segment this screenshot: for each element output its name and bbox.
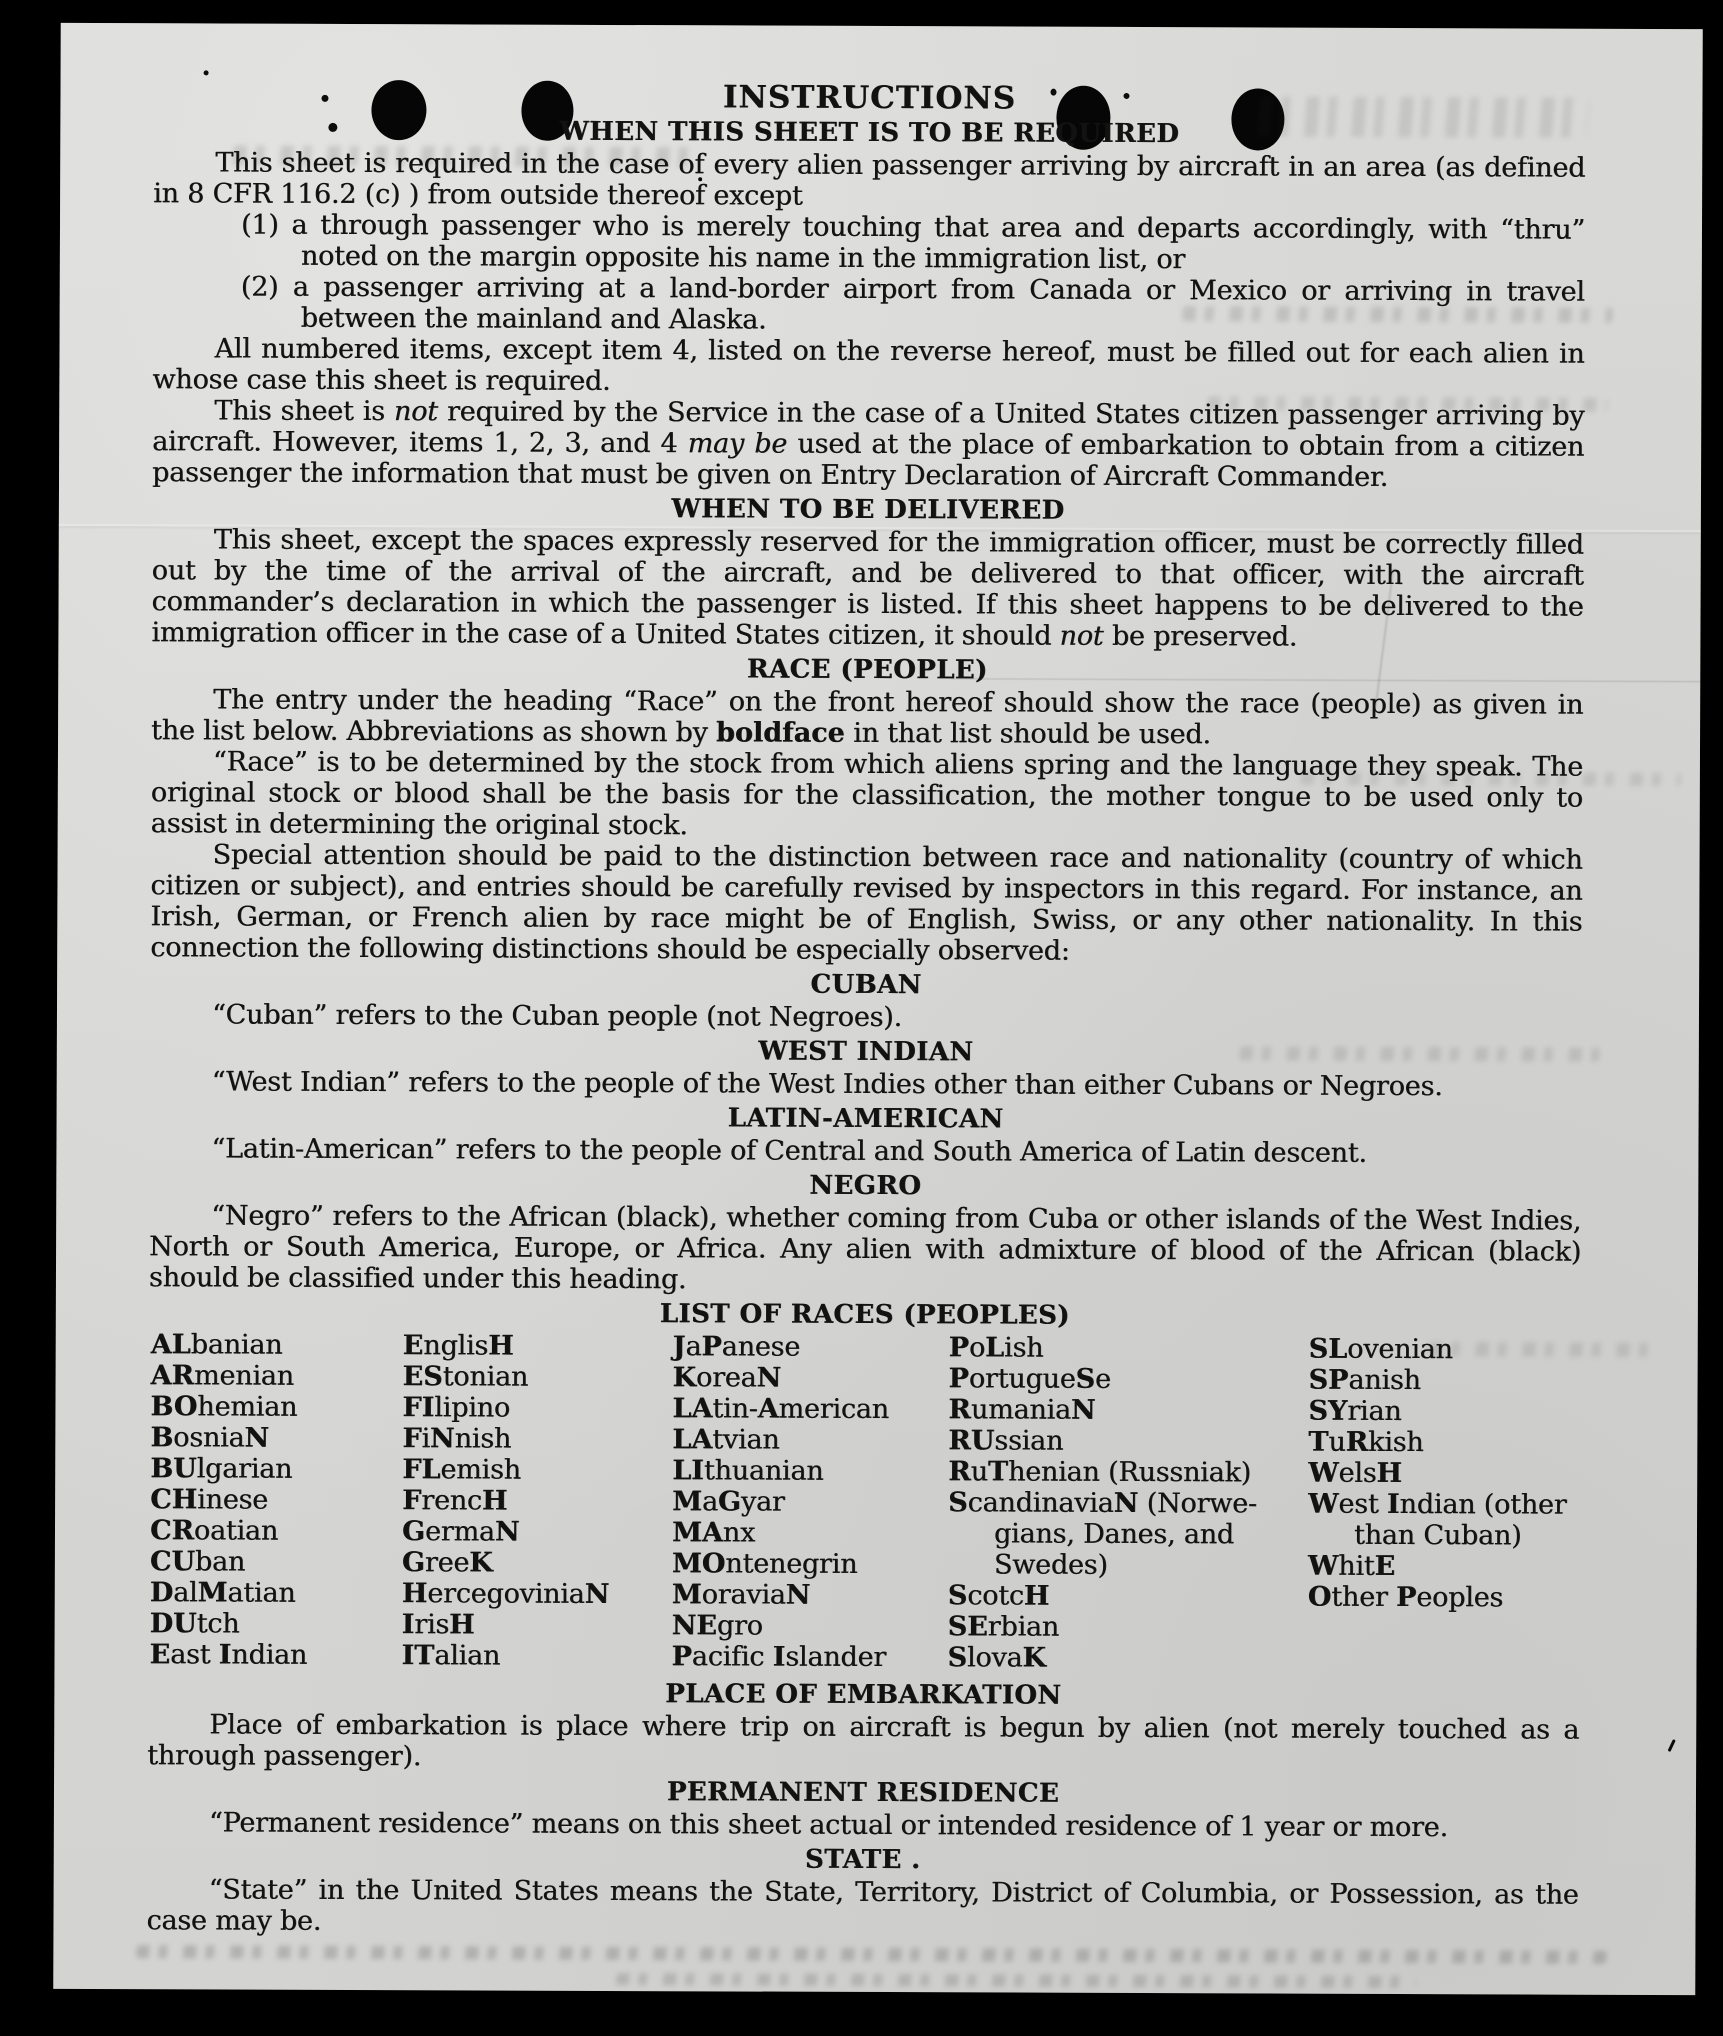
section-heading-required: WHEN THIS SHEET IS TO BE REQUIRED <box>559 116 1180 150</box>
race-item: ALbanian <box>150 1329 283 1361</box>
race-item: DUtch <box>149 1608 240 1640</box>
race-item: PortugueSe <box>948 1363 1111 1395</box>
race-item: ITalian <box>401 1640 501 1672</box>
document-page <box>53 23 1703 1995</box>
race-item: SLovenian <box>1308 1333 1453 1366</box>
section-heading-negro: NEGRO <box>809 1170 922 1202</box>
bleed-through-artifact <box>616 1973 1417 1988</box>
paragraph-west-indian: “West Indian” refers to the people of the West Indies other than either Cubans or Negroes. <box>211 1066 1443 1103</box>
race-item: CUban <box>149 1546 246 1578</box>
race-item: ScandinaviaN (Norwe- <box>948 1487 1257 1520</box>
section-heading-race: RACE (PEOPLE) <box>746 654 988 686</box>
race-item: KoreaN <box>672 1362 782 1394</box>
race-item: IrisH <box>401 1609 475 1641</box>
race-item: LIthuanian <box>672 1455 824 1487</box>
races-column-4 <box>947 1332 1257 1674</box>
race-item: West Indian (other <box>1308 1488 1567 1521</box>
section-heading-west-indian: WEST INDIAN <box>758 1036 974 1068</box>
paragraph-cuban: “Cuban” refers to the Cuban people (not Negroes). <box>211 999 902 1034</box>
race-item: HercegoviniaN <box>401 1578 610 1610</box>
paragraph-delivered: This sheet, except the spaces expressly reserved for the immigration officer, must be correctly filled out by the time of the arrival of the aircraft, and be delivered to that officer, with the aircraft commander’s declaration in which the passenger is listed. If this sheet happens to be delivered to the immigration officer in the case of a United States citizen, it should not be preserved. <box>151 524 1584 653</box>
race-item: SYrian <box>1308 1395 1402 1428</box>
document-body <box>146 79 1585 1941</box>
list-item-1: (1) a through passenger who is merely touching that area and departs accordingly, with “thru” noted on the margin opposite his name in the immigration list, or <box>240 209 1586 276</box>
race-item: GreeK <box>401 1547 493 1579</box>
dust-speck <box>204 70 209 75</box>
race-item: RuThenian (Russniak) <box>948 1456 1252 1489</box>
race-item: BosniaN <box>150 1422 270 1454</box>
races-column-5 <box>1308 1334 1567 1614</box>
race-item: FLemish <box>402 1454 521 1486</box>
paragraph-state: “State” in the United States means the State, Territory, District of Columbia, or Possession, as the case may be. <box>146 1874 1579 1937</box>
race-item: Other Peoples <box>1307 1581 1504 1614</box>
section-heading-state: STATE . <box>804 1844 921 1876</box>
race-item: EnglisH <box>402 1330 514 1362</box>
race-item: MaGyar <box>672 1486 785 1518</box>
race-item: RumaniaN <box>948 1394 1096 1426</box>
section-heading-embarkation: PLACE OF EMBARKATION <box>665 1679 1062 1711</box>
race-item: MoraviaN <box>671 1579 811 1611</box>
race-item: EStonian <box>402 1361 529 1393</box>
list-item-2: (2) a passenger arriving at a land-border airport from Canada or Mexico or arriving in travel between the mainland and Alaska. <box>240 271 1585 336</box>
race-item: JaPanese <box>672 1331 801 1363</box>
race-item: MOntenegrin <box>671 1548 858 1580</box>
races-column-1 <box>149 1329 308 1671</box>
race-item: WelsH <box>1308 1457 1402 1490</box>
race-item: SErbian <box>947 1611 1060 1643</box>
paragraph-latin-american: “Latin-American” refers to the people of Central and South America of Latin descent. <box>211 1133 1367 1169</box>
section-heading-delivered: WHEN TO BE DELIVERED <box>671 494 1065 526</box>
paragraph-embarkation: Place of embarkation is place where trip on aircraft is begun by alien (not merely touched as a through passenger). <box>147 1709 1580 1773</box>
race-item: CRoatian <box>149 1515 279 1547</box>
paragraph-race-1: The entry under the heading “Race” on the front hereof should show the race (people) as given in the list below. Abbreviations as shown by boldface in that list should be used. <box>151 684 1584 751</box>
race-item: NEgro <box>671 1610 763 1642</box>
race-item: GermaN <box>401 1516 520 1548</box>
race-item: FIlipino <box>402 1392 510 1424</box>
race-item: TuRkish <box>1308 1426 1424 1459</box>
race-item: SPanish <box>1308 1364 1421 1397</box>
race-item: Pacific Islander <box>671 1641 887 1674</box>
race-item: BOhemian <box>150 1391 298 1423</box>
paragraph-required-3: This sheet is not required by the Service in the case of a United States citizen passenger arriving by aircraft. However, items 1, 2, 3, and 4 may be used at the place of embarkation to obtain from a citizen passenger the information that must be given on Entry Declaration of Aircraft Commander. <box>151 395 1585 493</box>
paragraph-residence: “Permanent residence” means on this sheet actual or intended residence of 1 year or more. <box>208 1807 1448 1844</box>
section-heading-latin-american: LATIN-AMERICAN <box>727 1103 1004 1135</box>
race-item: MAnx <box>671 1517 756 1549</box>
race-item: SlovaK <box>947 1642 1046 1674</box>
race-item: Swedes) <box>993 1549 1108 1581</box>
race-item: WhitE <box>1307 1550 1396 1582</box>
race-item: LAtin-American <box>672 1393 889 1426</box>
page-title: INSTRUCTIONS <box>722 79 1017 117</box>
race-item: East Indian <box>149 1639 308 1671</box>
paragraph-required-intro: This sheet is required in the case of every alien passenger arriving by aircraft in an area (as defined in 8 CFR 116.2 (c) ) from outside thereof except <box>153 147 1586 212</box>
race-item: FiNnish <box>402 1423 512 1455</box>
race-item: DalMatian <box>149 1577 296 1609</box>
races-column-3 <box>671 1331 889 1673</box>
dust-speck <box>1668 1739 1676 1752</box>
race-item: BUlgarian <box>150 1453 293 1485</box>
race-item: than Cuban) <box>1353 1519 1522 1552</box>
paragraph-race-2: “Race” is to be determined by the stock from which aliens spring and the language they speak. The original stock or blood shall be the basis for the classification, the mother tongue to be used only to assist in determining the original stock. <box>150 746 1583 842</box>
race-item: LAtvian <box>672 1424 780 1456</box>
section-heading-residence: PERMANENT RESIDENCE <box>666 1777 1060 1809</box>
paragraph-race-3: Special attention should be paid to the distinction between race and nationality (country of which citizen or subject), and entries should be carefully revised by inspectors in this regard. For instance, an Irish, German, or French alien by race might be of English, Swiss, or any other nationality. In this connection the following distinctions should be especially observed: <box>150 839 1583 967</box>
section-heading-races-list: LIST OF RACES (PEOPLES) <box>659 1299 1070 1331</box>
race-item: ARmenian <box>150 1360 294 1392</box>
races-column-2 <box>401 1330 610 1672</box>
race-item: CHinese <box>150 1484 269 1516</box>
bleed-through-artifact <box>136 1945 1607 1964</box>
section-heading-cuban: CUBAN <box>810 969 922 1001</box>
race-item: FrencH <box>402 1485 508 1517</box>
races-list <box>147 1329 1580 1678</box>
race-item: PoLish <box>948 1332 1044 1364</box>
race-item: RUssian <box>948 1425 1064 1457</box>
race-item: gians, Danes, and <box>993 1518 1234 1551</box>
paragraph-required-2: All numbered items, except item 4, listed on the reverse hereof, must be filled out for each alien in whose case this sheet is required. <box>152 333 1585 397</box>
paragraph-negro: “Negro” refers to the African (black), whether coming from Cuba or other islands of the West Indies, North or South America, Europe, or Africa. Any alien with admixture of blood of the African (black) should be classified under this heading. <box>148 1200 1582 1296</box>
race-item: ScotcH <box>947 1580 1050 1612</box>
